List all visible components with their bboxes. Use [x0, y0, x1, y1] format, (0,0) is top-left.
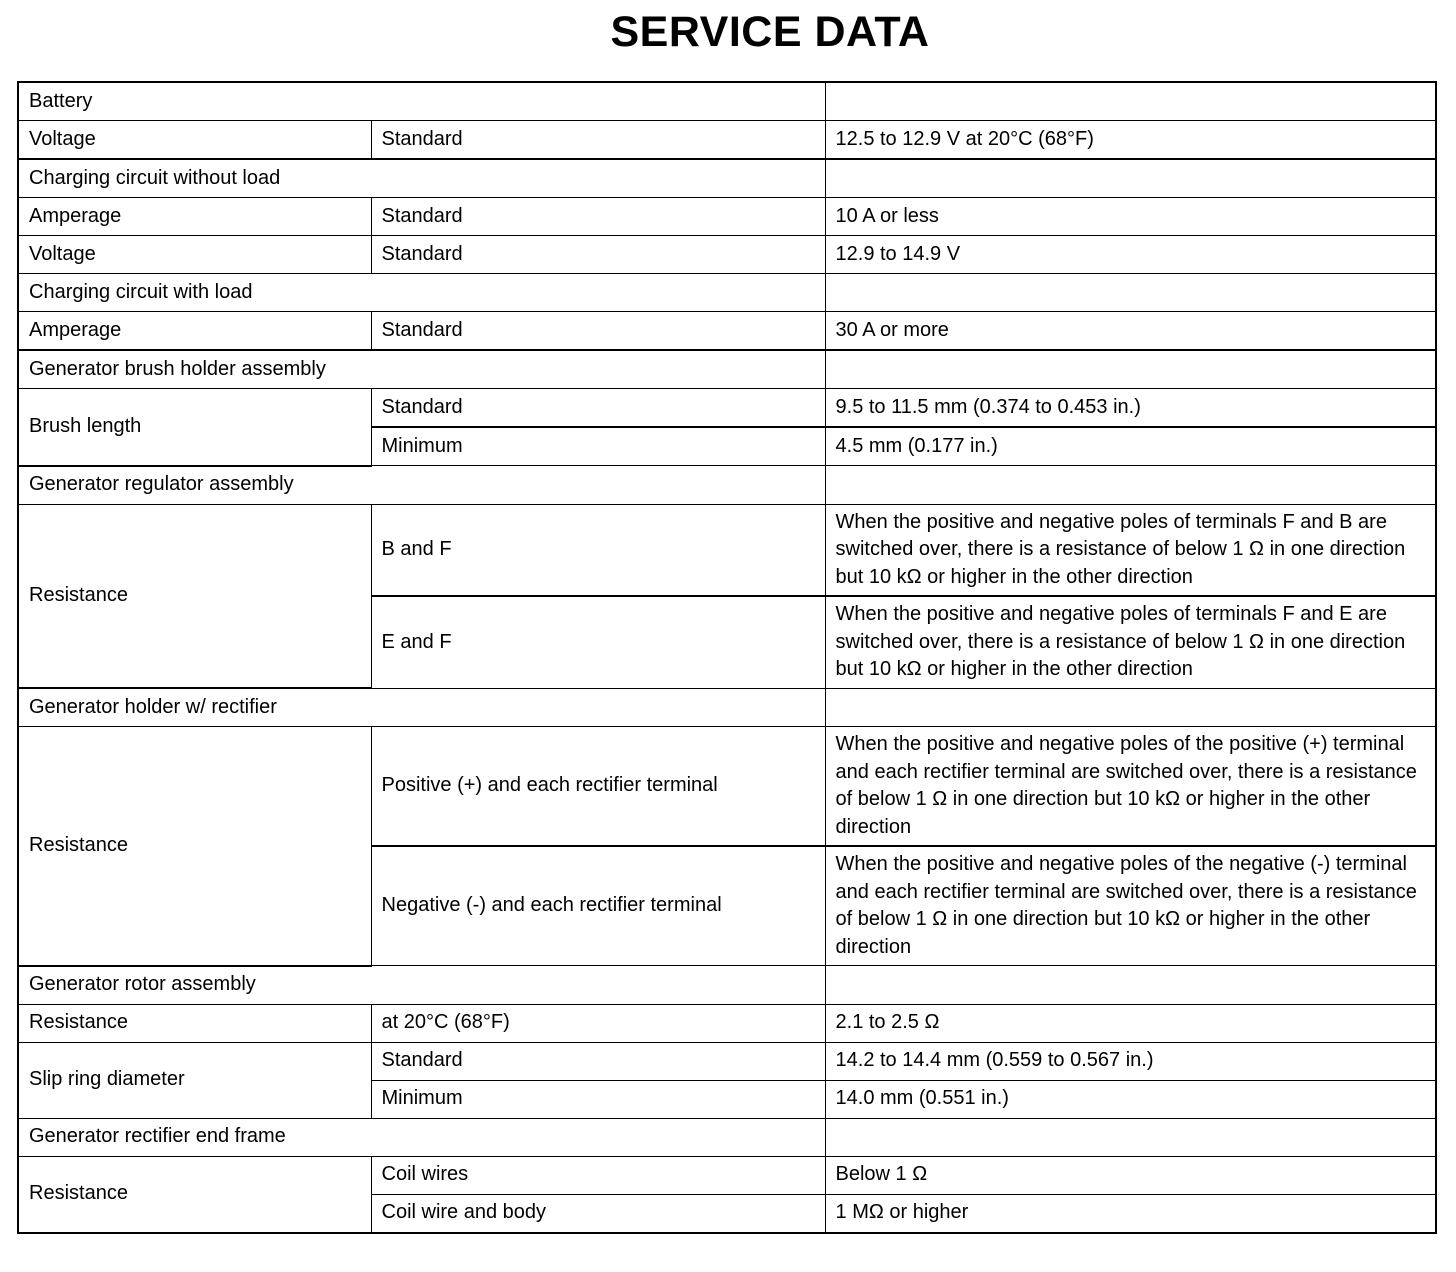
- condition-cell: at 20°C (68°F): [371, 1004, 825, 1042]
- table-row: [18, 82, 1436, 121]
- value-cell: When the positive and negative poles of the negative (-) terminal and each rectifier terminal are switched over, there is a resistance of below 1 Ω in one direction but 10 kΩ or higher in the other direction: [825, 846, 1436, 966]
- empty-cell: [825, 466, 1436, 505]
- empty-cell: [825, 350, 1436, 389]
- table-row: [18, 727, 1436, 847]
- empty-cell: [825, 159, 1436, 198]
- table-row: [18, 389, 1436, 428]
- page-title: SERVICE DATA: [610, 8, 930, 56]
- section-heading: Generator regulator assembly: [18, 466, 825, 505]
- table-row: [18, 198, 1436, 236]
- value-cell: 2.1 to 2.5 Ω: [825, 1004, 1436, 1042]
- item-label: Amperage: [18, 198, 371, 236]
- value-cell: When the positive and negative poles of terminals F and E are switched over, there is a resistance of below 1 Ω in one direction but 10 kΩ or higher in the other direction: [825, 596, 1436, 688]
- value-cell: 14.0 mm (0.551 in.): [825, 1080, 1436, 1118]
- item-label: Amperage: [18, 312, 371, 351]
- item-label: Resistance: [18, 1156, 371, 1233]
- empty-cell: [825, 82, 1436, 121]
- table-row: [18, 274, 1436, 312]
- table-row: [18, 159, 1436, 198]
- value-cell: 4.5 mm (0.177 in.): [825, 427, 1436, 466]
- condition-cell: B and F: [371, 504, 825, 596]
- value-cell: 12.5 to 12.9 V at 20°C (68°F): [825, 121, 1436, 160]
- value-cell: 10 A or less: [825, 198, 1436, 236]
- condition-cell: Coil wires: [371, 1156, 825, 1194]
- condition-cell: E and F: [371, 596, 825, 688]
- section-heading: Generator holder w/ rectifier: [18, 688, 825, 727]
- table-row: [18, 236, 1436, 274]
- condition-cell: Positive (+) and each rectifier terminal: [371, 727, 825, 847]
- item-label: Voltage: [18, 236, 371, 274]
- section-heading: Generator rectifier end frame: [18, 1118, 825, 1156]
- empty-cell: [825, 688, 1436, 727]
- value-cell: 9.5 to 11.5 mm (0.374 to 0.453 in.): [825, 389, 1436, 428]
- empty-cell: [825, 966, 1436, 1005]
- item-label: Slip ring diameter: [18, 1042, 371, 1118]
- section-heading: Charging circuit with load: [18, 274, 825, 312]
- table-row: [18, 966, 1436, 1005]
- item-label: Resistance: [18, 504, 371, 688]
- table-row: [18, 466, 1436, 505]
- condition-cell: Standard: [371, 312, 825, 351]
- condition-cell: Minimum: [371, 427, 825, 466]
- section-heading: Battery: [18, 82, 825, 121]
- item-label: Brush length: [18, 389, 371, 466]
- value-cell: When the positive and negative poles of terminals F and B are switched over, there is a resistance of below 1 Ω in one direction but 10 kΩ or higher in the other direction: [825, 504, 1436, 596]
- item-label: Resistance: [18, 727, 371, 966]
- table-row: [18, 688, 1436, 727]
- condition-cell: Standard: [371, 236, 825, 274]
- value-cell: 1 MΩ or higher: [825, 1194, 1436, 1233]
- value-cell: Below 1 Ω: [825, 1156, 1436, 1194]
- item-label: Voltage: [18, 121, 371, 160]
- section-heading: Generator rotor assembly: [18, 966, 825, 1005]
- condition-cell: Negative (-) and each rectifier terminal: [371, 846, 825, 966]
- empty-cell: [825, 274, 1436, 312]
- condition-cell: Standard: [371, 121, 825, 160]
- table-row: [18, 1042, 1436, 1080]
- value-cell: When the positive and negative poles of the positive (+) terminal and each rectifier terminal are switched over, there is a resistance of below 1 Ω in one direction but 10 kΩ or higher in the other direction: [825, 727, 1436, 847]
- item-label: Resistance: [18, 1004, 371, 1042]
- section-heading: Charging circuit without load: [18, 159, 825, 198]
- section-heading: Generator brush holder assembly: [18, 350, 825, 389]
- table-row: [18, 1004, 1436, 1042]
- table-row: [18, 1156, 1436, 1194]
- table-row: [18, 504, 1436, 596]
- value-cell: 12.9 to 14.9 V: [825, 236, 1436, 274]
- empty-cell: [825, 1118, 1436, 1156]
- table-row: [18, 350, 1436, 389]
- value-cell: 14.2 to 14.4 mm (0.559 to 0.567 in.): [825, 1042, 1436, 1080]
- condition-cell: Standard: [371, 389, 825, 428]
- table-row: [18, 1118, 1436, 1156]
- service-data-table: [17, 81, 1437, 1234]
- condition-cell: Coil wire and body: [371, 1194, 825, 1233]
- condition-cell: Minimum: [371, 1080, 825, 1118]
- value-cell: 30 A or more: [825, 312, 1436, 351]
- table-row: [18, 312, 1436, 351]
- table-row: [18, 121, 1436, 160]
- condition-cell: Standard: [371, 198, 825, 236]
- condition-cell: Standard: [371, 1042, 825, 1080]
